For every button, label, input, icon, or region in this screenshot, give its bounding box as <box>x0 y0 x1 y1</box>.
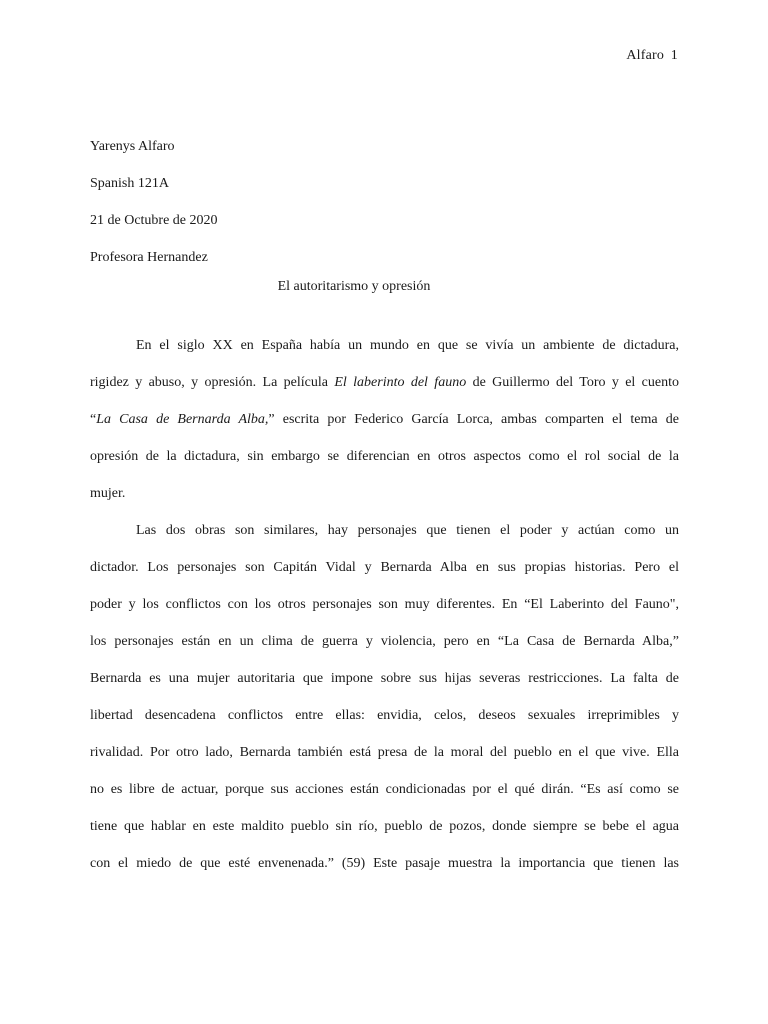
text-line: los personajes están en un clima de guerra y violencia, pero en “La Casa de Bernarda Alba,” <box>90 634 679 649</box>
text-line: mujer. <box>90 486 126 501</box>
course-name: Spanish 121A <box>90 176 169 191</box>
text-segment: de Guillermo del Toro y el cuento <box>466 375 679 390</box>
text-line: rivalidad. Por otro lado, Bernarda también está presa de la moral del pueblo en el que vive. Ella <box>90 745 679 760</box>
play-title: La Casa de Bernarda Alba, <box>96 412 269 427</box>
mla-heading <box>90 128 678 276</box>
text-line: opresión de la dictadura, sin embargo se diferencian en otros aspectos como el rol social de la <box>90 449 679 464</box>
text-line: dictador. Los personajes son Capitán Vidal y Bernarda Alba en sus propias historias. Pero el <box>90 560 679 575</box>
author-name: Yarenys Alfaro <box>90 139 175 154</box>
text-line: Bernarda es una mujer autoritaria que impone sobre sus hijas severas restricciones. La falta de <box>90 671 679 686</box>
paragraph-2 <box>90 512 679 882</box>
running-header: Alfaro 1 <box>626 48 678 63</box>
text-segment: “ <box>90 412 97 427</box>
text-line: con el miedo de que esté envenenada.” (59) Este pasaje muestra la importancia que tienen las <box>90 856 679 871</box>
text-line: poder y los conflictos con los otros personajes son muy diferentes. En “El Laberinto del Fauno", <box>90 597 679 612</box>
text-segment: rigidez y abuso, y opresión. La película <box>90 375 335 390</box>
film-title: El laberinto del fauno <box>334 375 467 390</box>
professor-name: Profesora Hernandez <box>90 250 208 265</box>
text-line: Las dos obras son similares, hay personajes que tienen el poder y actúan como un <box>136 523 679 538</box>
text-line: En el siglo XX en España había un mundo en que se vivía un ambiente de dictadura, <box>136 338 679 353</box>
text-line: libertad desencadena conflictos entre ellas: envidia, celos, deseos sexuales irreprimibles y <box>90 708 679 723</box>
text-segment: ” escrita por Federico García Lorca, ambas comparten el tema de <box>268 412 679 427</box>
text-line <box>90 401 679 438</box>
paragraph-1 <box>90 327 679 512</box>
essay-body <box>90 327 679 882</box>
text-line: no es libre de actuar, porque sus acciones están condicionadas por el qué dirán. “Es así como se <box>90 782 679 797</box>
text-line: tiene que hablar en este maldito pueblo sin río, pueblo de pozos, donde siempre se bebe el agua <box>90 819 679 834</box>
essay-title: El autoritarismo y opresión <box>277 279 431 294</box>
date-line: 21 de Octubre de 2020 <box>90 213 218 228</box>
text-line <box>90 364 679 401</box>
